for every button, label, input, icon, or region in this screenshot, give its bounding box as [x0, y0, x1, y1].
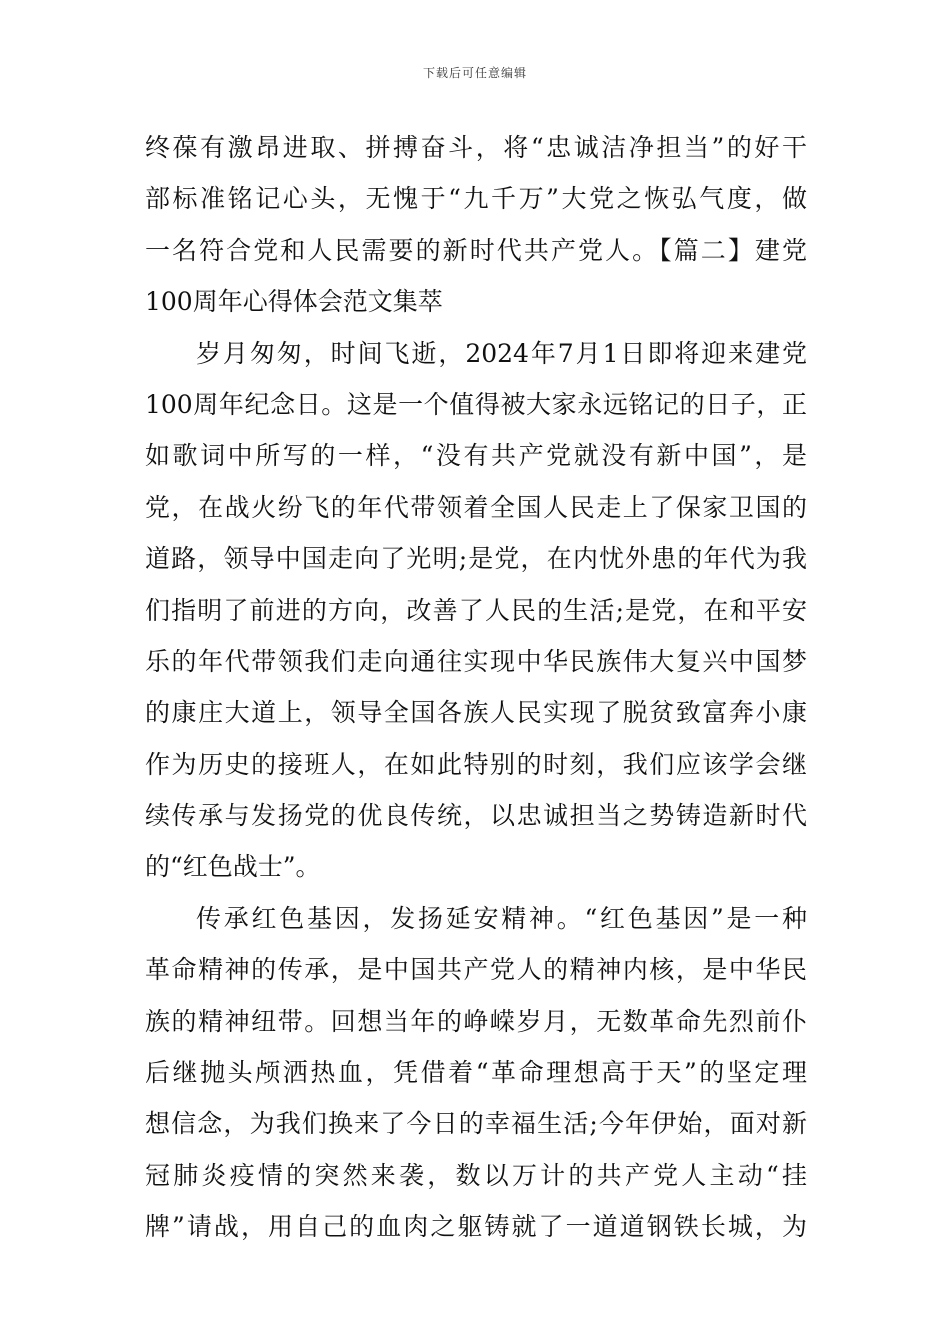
text-line: 如歌词中所写的一样，“没有共产党就没有新中国”，是 — [145, 441, 807, 471]
text-line: 100周年纪念日。这是一个值得被大家永远铭记的日子，正 — [145, 389, 807, 419]
text-line: 传承红色基因，发扬延安精神。“红色基因”是一种 — [196, 903, 807, 933]
text-line: 牌”请战，用自己的血肉之躯铸就了一道道钢铁长城，为 — [145, 1212, 807, 1242]
text-line: 们指明了前进的方向，改善了人民的生活;是党，在和平安 — [145, 595, 807, 625]
text-line: 的康庄大道上，领导全国各族人民实现了脱贫致富奔小康 — [145, 698, 807, 728]
text-line: 部标准铭记心头，无愧于“九千万”大党之恢弘气度，做 — [145, 184, 807, 214]
text-line: 续传承与发扬党的优良传统，以忠诚担当之势铸造新时代 — [145, 801, 807, 831]
paragraph-3 — [145, 893, 807, 1253]
text-line: 100周年心得体会范文集萃 — [145, 287, 443, 317]
text-line: 终葆有激昂进取、拼搏奋斗，将“忠诚洁净担当”的好干 — [145, 133, 807, 162]
paragraph-2 — [145, 328, 807, 893]
text-line: 的“红色战士”。 — [145, 852, 321, 882]
text-line: 一名符合党和人民需要的新时代共产党人。【篇二】建党 — [145, 235, 807, 265]
text-line: 族的精神纽带。回想当年的峥嵘岁月，无数革命先烈前仆 — [145, 1006, 807, 1036]
text-line: 革命精神的传承，是中国共产党人的精神内核，是中华民 — [145, 955, 807, 985]
document-body — [145, 122, 807, 1253]
text-line: 党，在战火纷飞的年代带领着全国人民走上了保家卫国的 — [145, 492, 807, 522]
text-line: 作为历史的接班人，在如此特别的时刻，我们应该学会继 — [145, 749, 807, 779]
text-line: 岁月匆匆，时间飞逝，2024年7月1日即将迎来建党 — [196, 338, 807, 368]
text-line: 道路，领导中国走向了光明;是党，在内忧外患的年代为我 — [145, 544, 807, 574]
paragraph-1 — [145, 122, 807, 328]
header-note: 下载后可任意编辑 — [422, 66, 527, 80]
text-line: 乐的年代带领我们走向通往实现中华民族伟大复兴中国梦 — [145, 646, 807, 676]
text-line: 想信念，为我们换来了今日的幸福生活;今年伊始，面对新 — [145, 1109, 807, 1139]
text-line: 冠肺炎疫情的突然来袭，数以万计的共产党人主动“挂 — [145, 1160, 807, 1190]
text-line: 后继抛头颅洒热血，凭借着“革命理想高于天”的坚定理 — [145, 1058, 807, 1088]
